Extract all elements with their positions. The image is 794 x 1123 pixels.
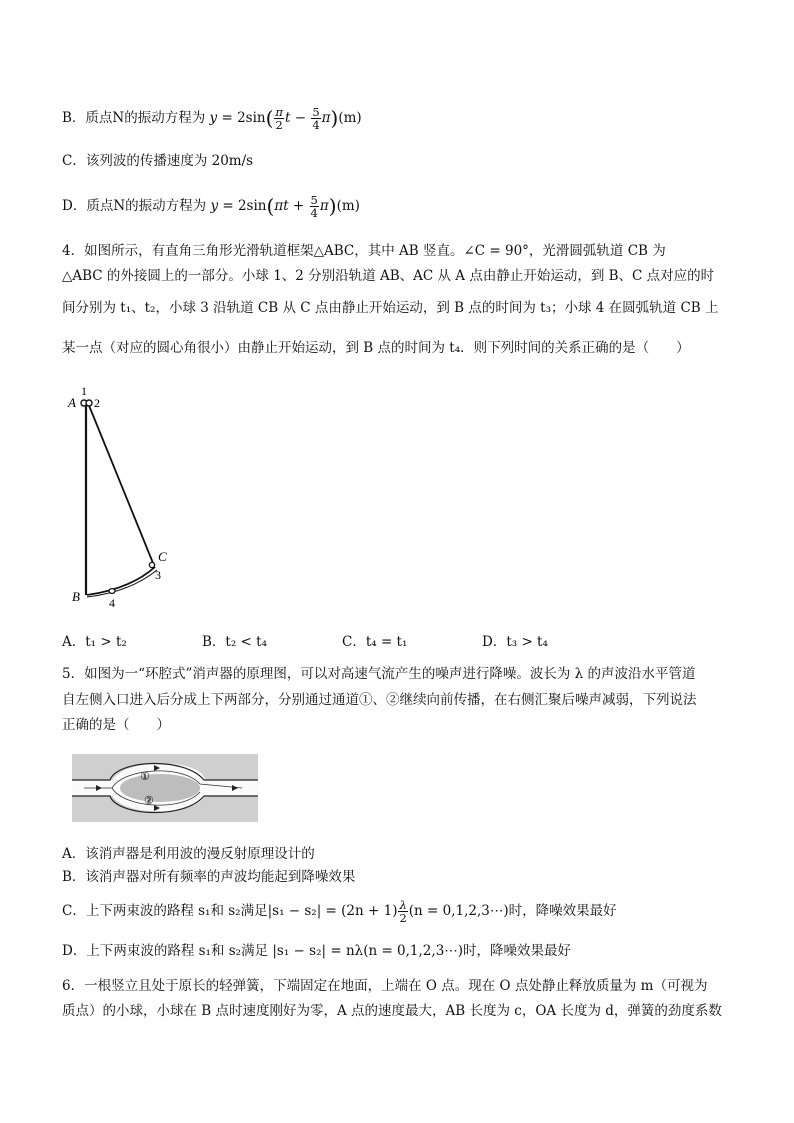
q4-line-4: 某一点（对应的圆心角很小）由静止开始运动，到 B 点的时间为 t₄．则下列时间的关系正确的是（ ） <box>62 340 690 356</box>
fraction: $\frac{\lambda}{2}$ <box>399 898 407 925</box>
q5-line-2: 自左侧入口进入后分成上下两部分，分别通过通道①、②继续向前传播，在右侧汇聚后噪声减弱，下列说法 <box>62 692 697 708</box>
q5-option-d: D．上下两束波的路程 s₁和 s₂满足 |s₁ − s₂| = nλ(n = 0,1,2,3⋯)时，降噪效果最好 <box>62 943 572 959</box>
q5-option-b: B．该消声器对所有频率的声波均能起到降噪效果 <box>62 869 356 885</box>
svg-text:①: ① <box>140 770 150 783</box>
q4-option-b: B．t₂ < t₄ <box>202 634 267 650</box>
svg-text:B: B <box>72 589 80 604</box>
q4-line-2: △ABC 的外接圆上的一部分。小球 1、2 分别沿轨道 AB、AC 从 A 点由静止开始运动，到 B、C 点对应的时 <box>62 268 715 284</box>
fraction: $\frac{5}{4}$ <box>310 193 318 220</box>
svg-text:1: 1 <box>81 385 87 398</box>
q3-option-d: D．质点N的振动方程为 y = 2sin(πt + $\frac{5}{4}$ π)(m) <box>62 193 360 220</box>
q5-option-a: A．该消声器是利用波的漫反射原理设计的 <box>62 846 315 862</box>
svg-text:A: A <box>68 395 76 410</box>
q6-line-2: 质点）的小球，小球在 B 点时速度刚好为零，A 点的速度最大，AB 长度为 c，OA 长度为 d，弹簧的劲度系数 <box>62 1003 722 1019</box>
q3-option-b: B．质点N的振动方程为 y = 2sin( $\frac{\pi}{2}$ t − $\frac{5}{4}$ π)(m) <box>62 105 362 132</box>
q6-line-1: 6．一根竖立且处于原长的轻弹簧，下端固定在地面，上端在 O 点。现在 O 点处静止释放质量为 m（可视为 <box>62 978 708 994</box>
q5-muffler-diagram <box>72 754 258 822</box>
svg-text:2: 2 <box>94 396 100 410</box>
fraction: $\frac{5}{4}$ <box>312 105 320 132</box>
q4-line-1: 4．如图所示，有直角三角形光滑轨道框架△ABC，其中 AB 竖直。∠C = 90°，光滑圆弧轨道 CB 为 <box>62 243 666 259</box>
q4-option-c: C．t₄ = t₁ <box>342 634 408 650</box>
q5-option-c: C．上下两束波的路程 s₁和 s₂满足|s₁ − s₂| = (2n + 1) $\frac{\lambda}{2}$ (n = 0,1,2,3⋯)时，降噪效果最好 <box>62 898 617 925</box>
track-ac <box>88 403 153 563</box>
q4-option-a: A．t₁ > t₂ <box>62 634 127 650</box>
ball-2 <box>86 400 92 406</box>
ball-3 <box>149 562 154 567</box>
q4-line-3: 间分别为 t₁、t₂，小球 3 沿轨道 CB 从 C 点由静止开始运动，到 B 点的时间为 t₃；小球 4 在圆弧轨道 CB 上 <box>62 300 719 316</box>
q3-option-c: C．该列波的传播速度为 20m/s <box>62 153 254 169</box>
q4-option-d: D．t₃ > t₄ <box>482 634 548 650</box>
svg-text:3: 3 <box>155 568 161 582</box>
track-cb-arc <box>87 567 155 595</box>
fraction: $\frac{\pi}{2}$ <box>275 105 283 132</box>
svg-text:4: 4 <box>109 596 115 610</box>
svg-text:C: C <box>158 549 167 564</box>
svg-text:②: ② <box>144 794 154 807</box>
q5-line-3: 正确的是（ ） <box>62 717 170 733</box>
ball-4 <box>109 589 115 594</box>
q4-track-diagram <box>60 385 180 615</box>
q5-line-1: 5．如图为一“环腔式”消声器的原理图，可以对高速气流产生的噪声进行降噪。波长为 λ 的声波沿水平管道 <box>62 666 696 682</box>
